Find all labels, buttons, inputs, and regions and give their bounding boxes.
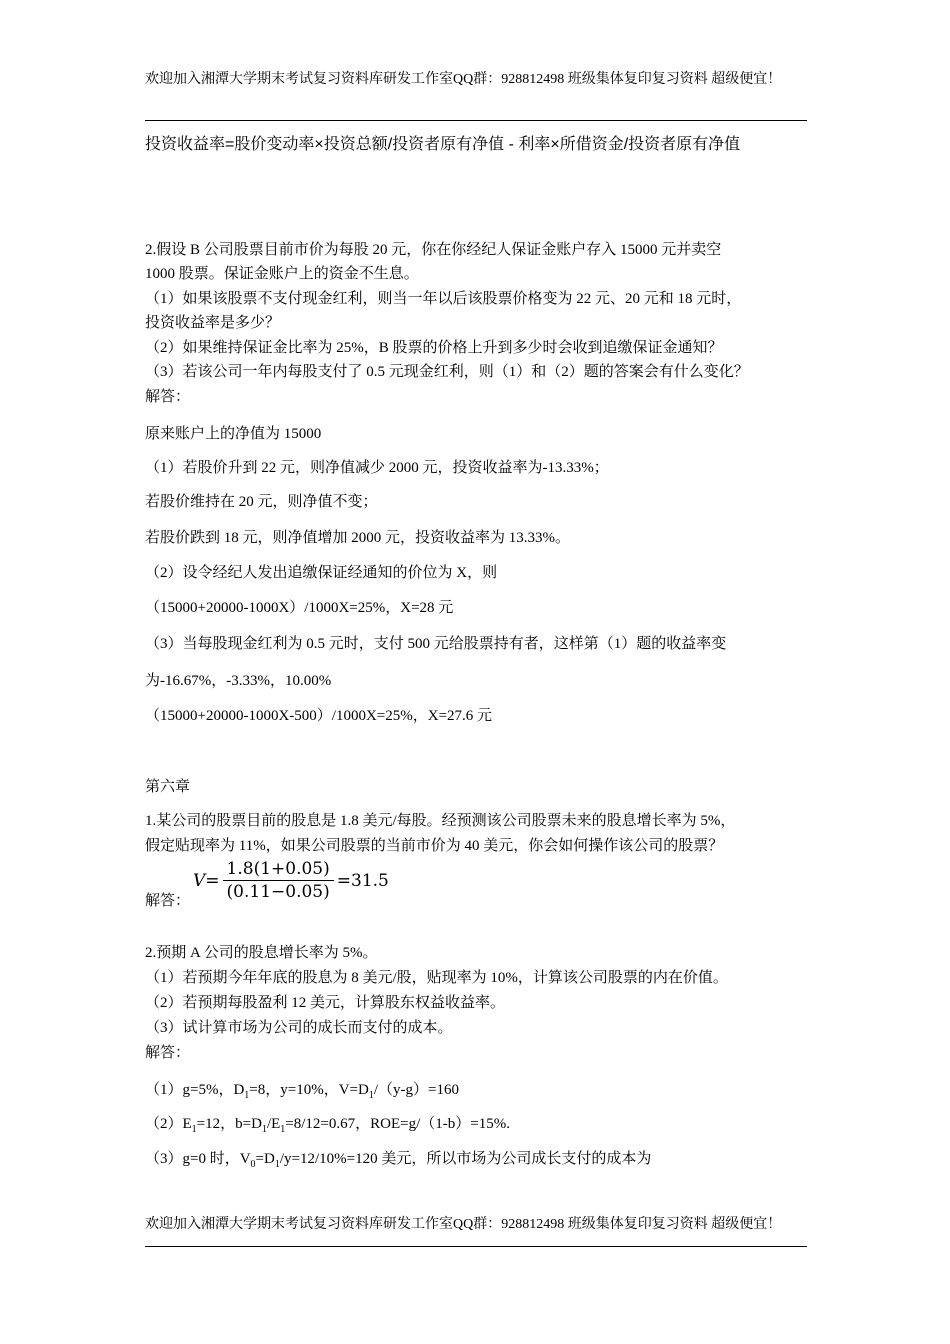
dividend-discount-formula: V = $\frac{1.8(1+0.05)}{(0.11-0.05)}$ = 31.5 xyxy=(193,859,389,902)
ch6-q2-line: 2.预期 A 公司的股息增长率为 5%。 xyxy=(145,945,378,961)
answer-line: （15000+20000-1000X-500）/1000X=25%，X=27.6 元 xyxy=(145,708,493,724)
ch6-q2-answer-label: 解答： xyxy=(145,1045,191,1061)
ch6-q1-line: 假定贴现率为 11%，如果公司股票的当前市价为 40 美元，你会如何操作该公司的股票？ xyxy=(145,838,724,854)
answer-line: （15000+20000-1000X）/1000X=25%，X=28 元 xyxy=(145,600,454,616)
ch6-q2-line: （1）若预期今年年底的股息为 8 美元/股，贴现率为 10%，计算该公司股票的内在价值。 xyxy=(145,970,728,986)
ch6-q2-answer-3: （3）g=0 时，$V_0=D_1/y=12/10\%=120$ 美元，所以市场为公司成长支付的成本为 xyxy=(145,1151,652,1170)
answer-line: （3）当每股现金红利为 0.5 元时，支付 500 元给股票持有者，这样第（1）题的收益率变 xyxy=(145,636,727,652)
q2-line: （3）若该公司一年内每股支付了 0.5 元现金红利，则（1）和（2）题的答案会有什么变化？ xyxy=(145,364,749,380)
footer-rule xyxy=(145,1246,807,1247)
page-header: 欢迎加入湘潭大学期末考试复习资料库研发工作室QQ群：928812498 班级集体复印复习资料 超级便宜！ xyxy=(145,72,782,87)
header-rule xyxy=(145,120,807,121)
formula-numerator: 1.8(1+0.05) xyxy=(223,858,334,881)
ch6-q1-answer-label: 解答： xyxy=(145,893,191,909)
ch6-q2-line: （3）试计算市场为公司的成长而支付的成本。 xyxy=(145,1020,453,1036)
q2-line: 投资收益率是多少？ xyxy=(145,315,281,331)
answer-line: 为-16.67%，-3.33%，10.00% xyxy=(145,673,332,689)
q2-answer-label: 解答： xyxy=(145,389,191,405)
return-formula-text: 投资收益率=股价变动率×投资总额/投资者原有净值 - 利率×所借资金/投资者原有净值 xyxy=(145,136,741,153)
formula-result: 31.5 xyxy=(351,870,389,891)
chapter-title: 第六章 xyxy=(145,779,191,795)
page-footer: 欢迎加入湘潭大学期末考试复习资料库研发工作室QQ群：928812498 班级集体复印复习资料 超级便宜！ xyxy=(145,1217,782,1232)
formula-lhs: V xyxy=(193,870,206,891)
q2-line: （2）如果维持保证金比率为 25%，B 股票的价格上升到多少时会收到追缴保证金通知？ xyxy=(145,340,723,356)
q2-line: 1000 股票。保证金账户上的资金不生息。 xyxy=(145,266,419,282)
q2-line: （1）如果该股票不支付现金红利，则当一年以后该股票价格变为 22 元、20 元和 18 元时， xyxy=(145,291,742,307)
answer-line: （2）设令经纪人发出追缴保证经通知的价位为 X，则 xyxy=(145,565,498,581)
answer-line: 若股价维持在 20 元，则净值不变； xyxy=(145,494,378,510)
ch6-q2-answer-2: $(2)E_1=12$，$b=D_1/E_1=8/12=0.67$，ROE=g/（1-b）=15%. xyxy=(145,1116,510,1135)
answer-line: 若股价跌到 18 元，则净值增加 2000 元，投资收益率为 13.33%。 xyxy=(145,530,570,546)
formula-denominator: (0.11−0.05) xyxy=(226,882,330,902)
ch6-q2-line: （2）若预期每股盈利 12 美元，计算股东权益收益率。 xyxy=(145,995,506,1011)
answer-line: （1）若股价升到 22 元，则净值减少 2000 元，投资收益率为-13.33%； xyxy=(145,460,609,476)
q2-line: 2.假设 B 公司股票目前市价为每股 20 元，你在你经纪人保证金账户存入 15000 元并卖空 xyxy=(145,242,722,258)
formula-fraction xyxy=(223,858,334,903)
ch6-q2-answer-1: （1）g=5%，$D_1=8$，y=10%，$V=D_1/(y-g)=160$ xyxy=(145,1082,459,1101)
ch6-q1-line: 1.某公司的股票目前的股息是 1.8 美元/每股。经预测该公司股票未来的股息增长率为 5%， xyxy=(145,813,736,829)
answer-line: 原来账户上的净值为 15000 xyxy=(145,426,322,442)
